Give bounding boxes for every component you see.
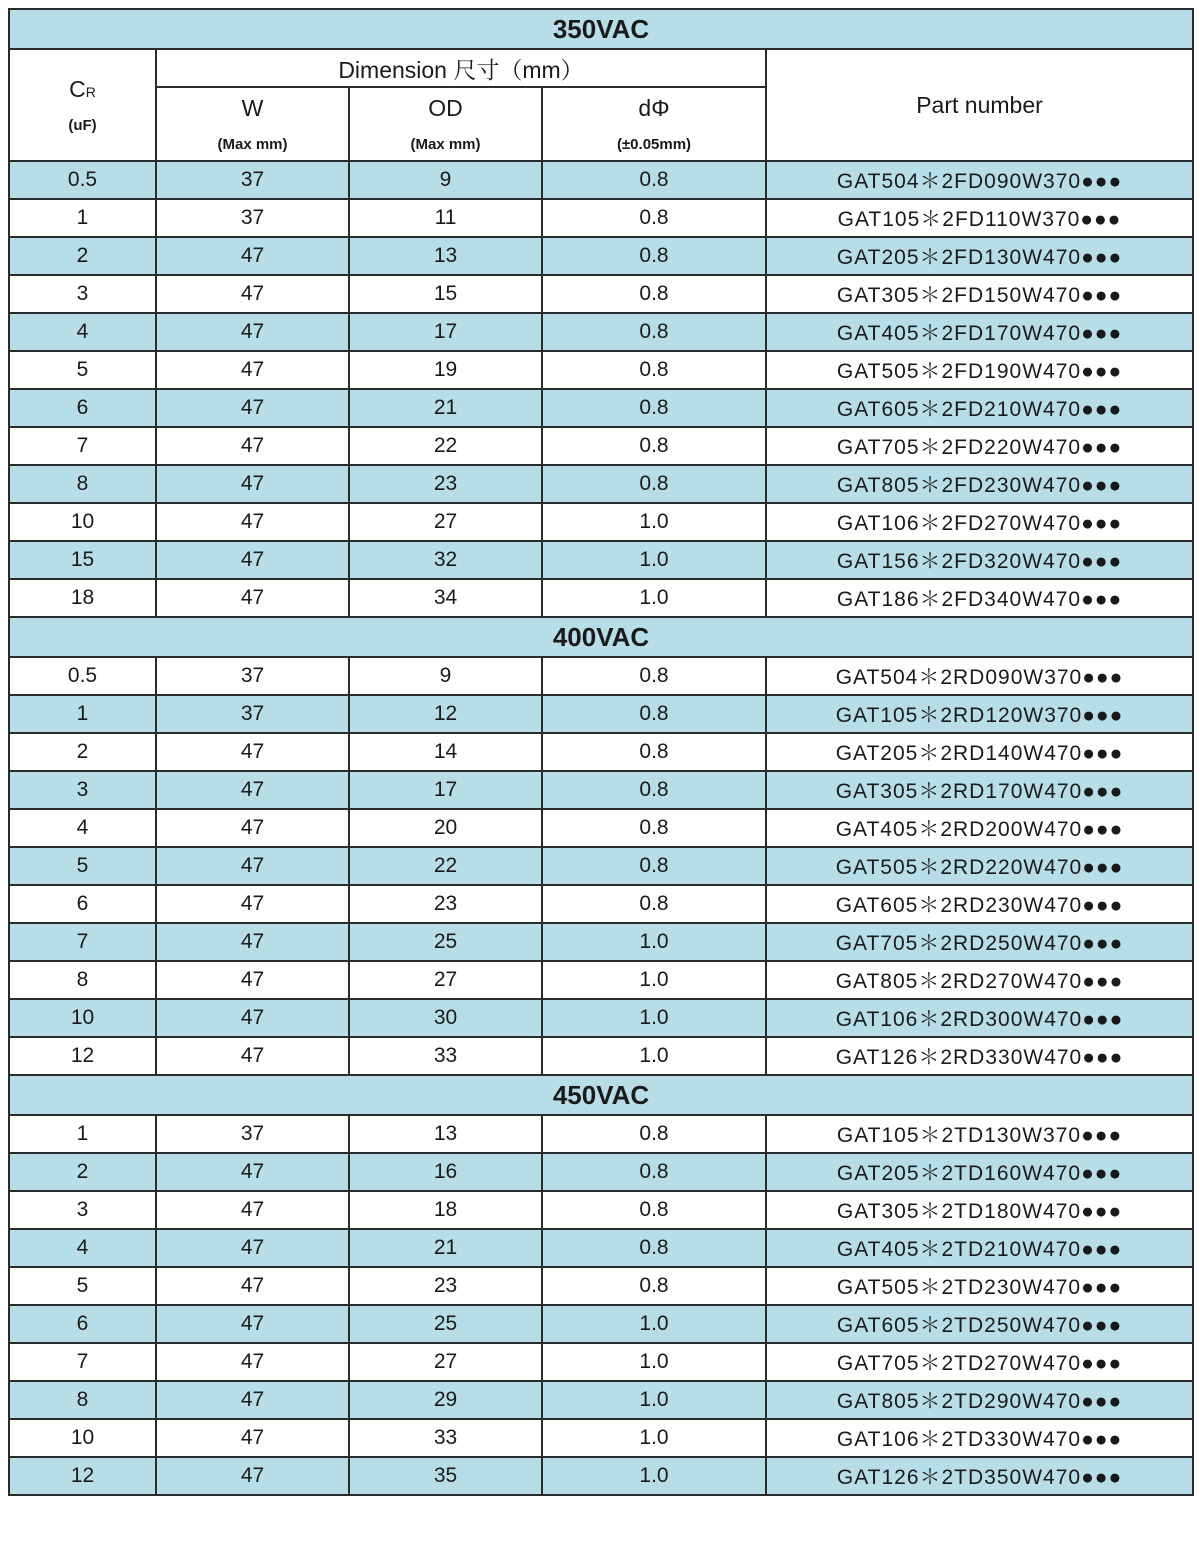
cell-w: 47 xyxy=(156,503,349,541)
header-d xyxy=(542,87,766,161)
cell-w: 47 xyxy=(156,427,349,465)
cell-d: 0.8 xyxy=(542,275,766,313)
cell-od: 16 xyxy=(349,1153,542,1191)
cell-part-number: GAT505＊2FD190W470●●● xyxy=(766,351,1193,389)
cell-od: 35 xyxy=(349,1457,542,1495)
cell-od: 12 xyxy=(349,695,542,733)
cell-od: 21 xyxy=(349,389,542,427)
cell-d: 0.8 xyxy=(542,389,766,427)
cell-cr: 3 xyxy=(9,1191,156,1229)
table-row xyxy=(9,923,1193,961)
spec-sheet xyxy=(8,8,1192,1496)
cell-w: 47 xyxy=(156,389,349,427)
cell-d: 1.0 xyxy=(542,541,766,579)
table-row xyxy=(9,1115,1193,1153)
cell-d: 1.0 xyxy=(542,961,766,999)
cell-d: 0.8 xyxy=(542,313,766,351)
cell-cr: 5 xyxy=(9,1267,156,1305)
cell-d: 0.8 xyxy=(542,1153,766,1191)
cell-part-number: GAT805＊2TD290W470●●● xyxy=(766,1381,1193,1419)
cell-od: 23 xyxy=(349,465,542,503)
cell-cr: 5 xyxy=(9,351,156,389)
cell-w: 47 xyxy=(156,1381,349,1419)
cell-d: 0.8 xyxy=(542,1115,766,1153)
cell-part-number: GAT205＊2TD160W470●●● xyxy=(766,1153,1193,1191)
cell-d: 1.0 xyxy=(542,1381,766,1419)
cell-d: 1.0 xyxy=(542,1343,766,1381)
capacitor-spec-table xyxy=(8,8,1194,1496)
cell-cr: 12 xyxy=(9,1457,156,1495)
cell-w: 37 xyxy=(156,161,349,199)
cell-od: 14 xyxy=(349,733,542,771)
cell-od: 18 xyxy=(349,1191,542,1229)
cell-od: 15 xyxy=(349,275,542,313)
cell-d: 0.8 xyxy=(542,1229,766,1267)
cell-part-number: GAT126＊2TD350W470●●● xyxy=(766,1457,1193,1495)
table-row xyxy=(9,389,1193,427)
cell-d: 0.8 xyxy=(542,809,766,847)
table-row xyxy=(9,1457,1193,1495)
cell-cr: 1 xyxy=(9,199,156,237)
table-row xyxy=(9,1305,1193,1343)
cell-w: 47 xyxy=(156,1191,349,1229)
cell-d: 0.8 xyxy=(542,161,766,199)
cell-part-number: GAT705＊2FD220W470●●● xyxy=(766,427,1193,465)
cell-part-number: GAT205＊2FD130W470●●● xyxy=(766,237,1193,275)
cell-w: 47 xyxy=(156,923,349,961)
od-label: OD xyxy=(428,95,463,121)
cell-w: 47 xyxy=(156,847,349,885)
section-title: 350VAC xyxy=(9,9,1193,49)
od-unit: (Max mm) xyxy=(410,136,481,153)
table-row xyxy=(9,999,1193,1037)
cell-cr: 3 xyxy=(9,771,156,809)
d-label: dΦ xyxy=(638,95,670,121)
table-row xyxy=(9,237,1193,275)
cell-od: 20 xyxy=(349,809,542,847)
d-unit: (±0.05mm) xyxy=(616,136,692,153)
cell-d: 0.8 xyxy=(542,847,766,885)
cell-cr: 7 xyxy=(9,1343,156,1381)
w-unit: (Max mm) xyxy=(217,136,288,153)
cell-w: 47 xyxy=(156,999,349,1037)
cell-part-number: GAT605＊2TD250W470●●● xyxy=(766,1305,1193,1343)
table-row xyxy=(9,351,1193,389)
cell-cr: 10 xyxy=(9,999,156,1037)
table-body xyxy=(9,9,1193,1495)
table-row xyxy=(9,1153,1193,1191)
cell-w: 37 xyxy=(156,695,349,733)
header-od xyxy=(349,87,542,161)
cell-od: 22 xyxy=(349,847,542,885)
section-title-row xyxy=(9,1075,1193,1115)
cell-d: 1.0 xyxy=(542,579,766,617)
cell-w: 47 xyxy=(156,313,349,351)
cell-cr: 8 xyxy=(9,1381,156,1419)
header-dimension: Dimension 尺寸（mm） xyxy=(156,49,766,87)
cell-part-number: GAT505＊2RD220W470●●● xyxy=(766,847,1193,885)
cell-part-number: GAT605＊2FD210W470●●● xyxy=(766,389,1193,427)
section-title: 400VAC xyxy=(9,617,1193,657)
cell-w: 47 xyxy=(156,465,349,503)
table-row xyxy=(9,1381,1193,1419)
cell-part-number: GAT305＊2RD170W470●●● xyxy=(766,771,1193,809)
cell-cr: 6 xyxy=(9,1305,156,1343)
cell-od: 11 xyxy=(349,199,542,237)
cell-d: 0.8 xyxy=(542,351,766,389)
table-row xyxy=(9,161,1193,199)
header-cr xyxy=(9,49,156,161)
cell-part-number: GAT504＊2FD090W370●●● xyxy=(766,161,1193,199)
cell-cr: 2 xyxy=(9,733,156,771)
cell-cr: 0.5 xyxy=(9,161,156,199)
cell-od: 17 xyxy=(349,771,542,809)
cell-od: 30 xyxy=(349,999,542,1037)
cell-part-number: GAT405＊2FD170W470●●● xyxy=(766,313,1193,351)
table-row xyxy=(9,199,1193,237)
cell-cr: 5 xyxy=(9,847,156,885)
table-row xyxy=(9,695,1193,733)
cell-d: 1.0 xyxy=(542,503,766,541)
cell-part-number: GAT205＊2RD140W470●●● xyxy=(766,733,1193,771)
header-row-top xyxy=(9,49,1193,87)
cell-w: 47 xyxy=(156,351,349,389)
cell-od: 33 xyxy=(349,1419,542,1457)
cell-d: 0.8 xyxy=(542,427,766,465)
cell-part-number: GAT126＊2RD330W470●●● xyxy=(766,1037,1193,1075)
cell-od: 23 xyxy=(349,1267,542,1305)
cell-d: 1.0 xyxy=(542,923,766,961)
cell-d: 0.8 xyxy=(542,465,766,503)
cell-part-number: GAT305＊2TD180W470●●● xyxy=(766,1191,1193,1229)
table-row xyxy=(9,847,1193,885)
cell-cr: 2 xyxy=(9,237,156,275)
table-row xyxy=(9,465,1193,503)
cell-d: 0.8 xyxy=(542,771,766,809)
cell-w: 47 xyxy=(156,809,349,847)
cell-w: 47 xyxy=(156,275,349,313)
table-row xyxy=(9,275,1193,313)
cell-cr: 15 xyxy=(9,541,156,579)
cell-d: 1.0 xyxy=(542,1419,766,1457)
cell-w: 47 xyxy=(156,1229,349,1267)
cell-cr: 3 xyxy=(9,275,156,313)
cell-d: 0.8 xyxy=(542,237,766,275)
cell-od: 13 xyxy=(349,1115,542,1153)
cell-od: 9 xyxy=(349,161,542,199)
cell-part-number: GAT504＊2RD090W370●●● xyxy=(766,657,1193,695)
cell-cr: 12 xyxy=(9,1037,156,1075)
cell-w: 47 xyxy=(156,541,349,579)
cell-od: 29 xyxy=(349,1381,542,1419)
cell-w: 37 xyxy=(156,1115,349,1153)
cr-unit: (uF) xyxy=(68,117,97,134)
cr-label: C xyxy=(69,76,86,102)
cell-w: 47 xyxy=(156,1153,349,1191)
cell-cr: 4 xyxy=(9,809,156,847)
table-row xyxy=(9,885,1193,923)
cell-part-number: GAT405＊2RD200W470●●● xyxy=(766,809,1193,847)
cell-part-number: GAT605＊2RD230W470●●● xyxy=(766,885,1193,923)
section-title-row xyxy=(9,9,1193,49)
table-row xyxy=(9,961,1193,999)
cell-w: 47 xyxy=(156,1267,349,1305)
cell-part-number: GAT705＊2RD250W470●●● xyxy=(766,923,1193,961)
cell-w: 47 xyxy=(156,1419,349,1457)
table-row xyxy=(9,503,1193,541)
cell-part-number: GAT105＊2FD110W370●●● xyxy=(766,199,1193,237)
cell-part-number: GAT405＊2TD210W470●●● xyxy=(766,1229,1193,1267)
cell-w: 47 xyxy=(156,1305,349,1343)
cell-part-number: GAT106＊2FD270W470●●● xyxy=(766,503,1193,541)
table-row xyxy=(9,1229,1193,1267)
cell-od: 34 xyxy=(349,579,542,617)
cell-w: 47 xyxy=(156,771,349,809)
cell-w: 47 xyxy=(156,961,349,999)
cell-d: 1.0 xyxy=(542,999,766,1037)
cell-w: 47 xyxy=(156,1457,349,1495)
cell-part-number: GAT805＊2RD270W470●●● xyxy=(766,961,1193,999)
cell-cr: 6 xyxy=(9,389,156,427)
cell-d: 0.8 xyxy=(542,733,766,771)
cell-w: 37 xyxy=(156,657,349,695)
cell-cr: 2 xyxy=(9,1153,156,1191)
cell-d: 0.8 xyxy=(542,199,766,237)
cell-od: 21 xyxy=(349,1229,542,1267)
cell-part-number: GAT106＊2TD330W470●●● xyxy=(766,1419,1193,1457)
cell-cr: 4 xyxy=(9,1229,156,1267)
table-row xyxy=(9,427,1193,465)
cell-cr: 1 xyxy=(9,695,156,733)
cell-od: 27 xyxy=(349,503,542,541)
cell-d: 1.0 xyxy=(542,1457,766,1495)
cell-od: 25 xyxy=(349,1305,542,1343)
cell-cr: 7 xyxy=(9,427,156,465)
table-row xyxy=(9,1267,1193,1305)
cell-w: 47 xyxy=(156,1343,349,1381)
cell-part-number: GAT505＊2TD230W470●●● xyxy=(766,1267,1193,1305)
cell-cr: 7 xyxy=(9,923,156,961)
table-row xyxy=(9,809,1193,847)
cell-od: 9 xyxy=(349,657,542,695)
cell-part-number: GAT705＊2TD270W470●●● xyxy=(766,1343,1193,1381)
cell-od: 27 xyxy=(349,1343,542,1381)
table-row xyxy=(9,1037,1193,1075)
cell-od: 17 xyxy=(349,313,542,351)
cell-cr: 10 xyxy=(9,503,156,541)
cell-od: 33 xyxy=(349,1037,542,1075)
cell-od: 22 xyxy=(349,427,542,465)
w-label: W xyxy=(241,95,264,121)
cell-od: 19 xyxy=(349,351,542,389)
table-row xyxy=(9,579,1193,617)
cell-d: 0.8 xyxy=(542,1191,766,1229)
cell-d: 0.8 xyxy=(542,695,766,733)
table-row xyxy=(9,541,1193,579)
cell-cr: 18 xyxy=(9,579,156,617)
cell-od: 27 xyxy=(349,961,542,999)
cell-cr: 1 xyxy=(9,1115,156,1153)
cell-cr: 10 xyxy=(9,1419,156,1457)
cr-subscript: R xyxy=(85,84,96,100)
cell-part-number: GAT106＊2RD300W470●●● xyxy=(766,999,1193,1037)
section-title: 450VAC xyxy=(9,1075,1193,1115)
cell-cr: 0.5 xyxy=(9,657,156,695)
header-part-number: Part number xyxy=(766,49,1193,161)
cell-od: 25 xyxy=(349,923,542,961)
table-row xyxy=(9,1343,1193,1381)
cell-w: 47 xyxy=(156,885,349,923)
cell-part-number: GAT186＊2FD340W470●●● xyxy=(766,579,1193,617)
table-row xyxy=(9,313,1193,351)
cell-d: 0.8 xyxy=(542,657,766,695)
cell-od: 32 xyxy=(349,541,542,579)
header-w xyxy=(156,87,349,161)
cell-w: 47 xyxy=(156,1037,349,1075)
cell-part-number: GAT305＊2FD150W470●●● xyxy=(766,275,1193,313)
cell-part-number: GAT105＊2RD120W370●●● xyxy=(766,695,1193,733)
cell-d: 0.8 xyxy=(542,1267,766,1305)
cell-od: 23 xyxy=(349,885,542,923)
cell-w: 47 xyxy=(156,237,349,275)
table-row xyxy=(9,657,1193,695)
cell-d: 0.8 xyxy=(542,885,766,923)
table-row xyxy=(9,733,1193,771)
cell-part-number: GAT105＊2TD130W370●●● xyxy=(766,1115,1193,1153)
cell-cr: 8 xyxy=(9,961,156,999)
table-row xyxy=(9,1191,1193,1229)
cell-cr: 8 xyxy=(9,465,156,503)
section-title-row xyxy=(9,617,1193,657)
cell-cr: 4 xyxy=(9,313,156,351)
cell-w: 37 xyxy=(156,199,349,237)
cell-d: 1.0 xyxy=(542,1305,766,1343)
cell-cr: 6 xyxy=(9,885,156,923)
cell-od: 13 xyxy=(349,237,542,275)
cell-part-number: GAT805＊2FD230W470●●● xyxy=(766,465,1193,503)
table-row xyxy=(9,771,1193,809)
table-row xyxy=(9,1419,1193,1457)
cell-w: 47 xyxy=(156,733,349,771)
cell-part-number: GAT156＊2FD320W470●●● xyxy=(766,541,1193,579)
cell-d: 1.0 xyxy=(542,1037,766,1075)
cell-w: 47 xyxy=(156,579,349,617)
